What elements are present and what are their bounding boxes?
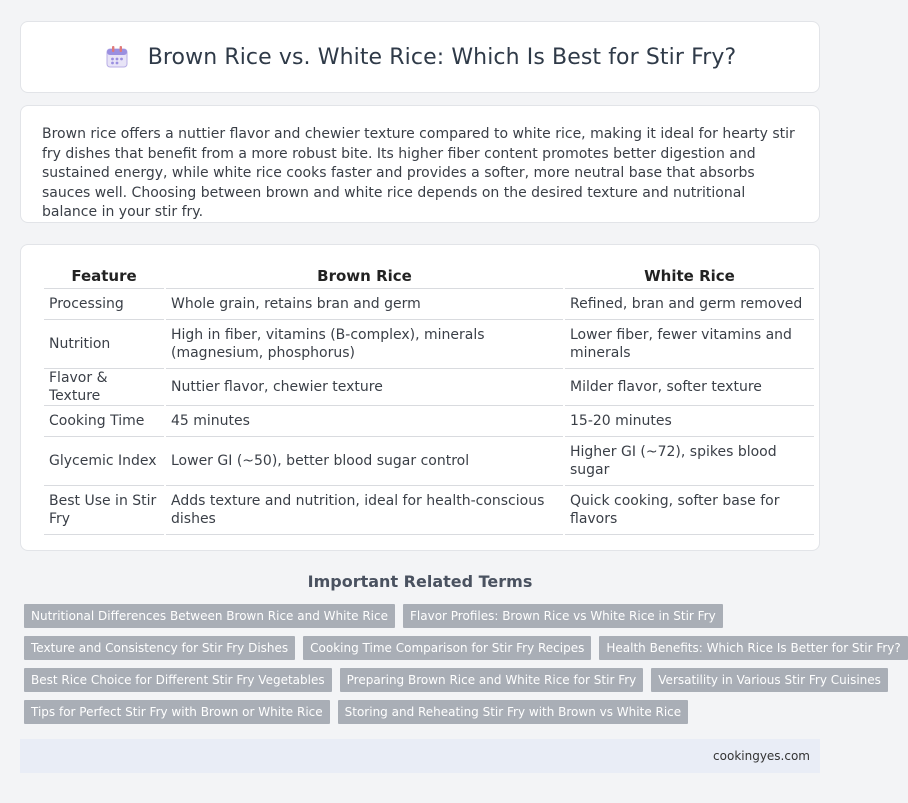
related-term-tag[interactable]: Nutritional Differences Between Brown Rice and White Rice: [24, 604, 395, 628]
table-cell: Cooking Time: [44, 406, 164, 437]
table-cell: Processing: [44, 289, 164, 320]
table-cell: Milder flavor, softer texture: [565, 369, 814, 406]
header-card: [20, 21, 820, 93]
table-row: [44, 369, 814, 406]
table-cell: Lower fiber, fewer vitamins and minerals: [565, 320, 814, 369]
comparison-table: [42, 265, 816, 535]
page-title: Brown Rice vs. White Rice: Which Is Best for Stir Fry?: [147, 44, 737, 70]
table-cell: 45 minutes: [166, 406, 563, 437]
table-cell: Nuttier flavor, chewier texture: [166, 369, 563, 406]
table-header-row: [44, 265, 814, 289]
column-header: White Rice: [565, 265, 814, 289]
table-cell: Nutrition: [44, 320, 164, 369]
related-term-tag[interactable]: Best Rice Choice for Different Stir Fry Vegetables: [24, 668, 332, 692]
column-header: Feature: [44, 265, 164, 289]
intro-card: [20, 105, 820, 223]
table-cell: Refined, bran and germ removed: [565, 289, 814, 320]
table-cell: Quick cooking, softer base for flavors: [565, 486, 814, 535]
tag-row: [24, 700, 824, 724]
related-term-tag[interactable]: Versatility in Various Stir Fry Cuisines: [651, 668, 888, 692]
related-terms-title: Important Related Terms: [307, 572, 533, 591]
tag-row: [24, 636, 901, 660]
table-cell: Lower GI (~50), better blood sugar control: [166, 437, 563, 486]
related-term-tag[interactable]: Health Benefits: Which Rice Is Better for Stir Fry?: [599, 636, 907, 660]
related-term-tag[interactable]: Tips for Perfect Stir Fry with Brown or White Rice: [24, 700, 330, 724]
intro-paragraph: Brown rice offers a nuttier flavor and chewier texture compared to white rice, making it ideal for hearty stir fry dishes that benefit from a more robust bite. Its higher fiber content promotes better digestion and sustained energy, while white rice cooks faster and provides a softer, more neutral base that absorbs sauces well. Choosing between brown and white rice depends on the desired texture and nutritional balance in your stir fry.: [42, 126, 795, 221]
table-row: [44, 486, 814, 535]
related-term-tag[interactable]: Preparing Brown Rice and White Rice for Stir Fry: [340, 668, 644, 692]
table-cell: Higher GI (~72), spikes blood sugar: [565, 437, 814, 486]
table-cell: Glycemic Index: [44, 437, 164, 486]
table-row: [44, 289, 814, 320]
title-wrap: [104, 44, 737, 70]
related-term-tag[interactable]: Texture and Consistency for Stir Fry Dishes: [24, 636, 295, 660]
footer: [20, 739, 820, 773]
related-term-tag[interactable]: Cooking Time Comparison for Stir Fry Recipes: [303, 636, 591, 660]
related-term-tag[interactable]: Flavor Profiles: Brown Rice vs White Rice in Stir Fry: [403, 604, 723, 628]
comparison-table-card: [20, 244, 820, 551]
table-row: [44, 320, 814, 369]
calendar-icon: [104, 44, 130, 70]
column-header: Brown Rice: [166, 265, 563, 289]
table-row: [44, 406, 814, 437]
tag-row: [24, 668, 881, 692]
table-cell: Flavor & Texture: [44, 369, 164, 406]
table-cell: High in fiber, vitamins (B-complex), minerals (magnesium, phosphorus): [166, 320, 563, 369]
table-cell: Adds texture and nutrition, ideal for health-conscious dishes: [166, 486, 563, 535]
tag-row: [24, 604, 824, 628]
table-row: [44, 437, 814, 486]
footer-site-link[interactable]: cookingyes.com: [713, 749, 810, 763]
table-cell: 15-20 minutes: [565, 406, 814, 437]
table-cell: Best Use in Stir Fry: [44, 486, 164, 535]
related-terms-tags: [24, 604, 901, 732]
related-term-tag[interactable]: Storing and Reheating Stir Fry with Brown vs White Rice: [338, 700, 689, 724]
table-cell: Whole grain, retains bran and germ: [166, 289, 563, 320]
